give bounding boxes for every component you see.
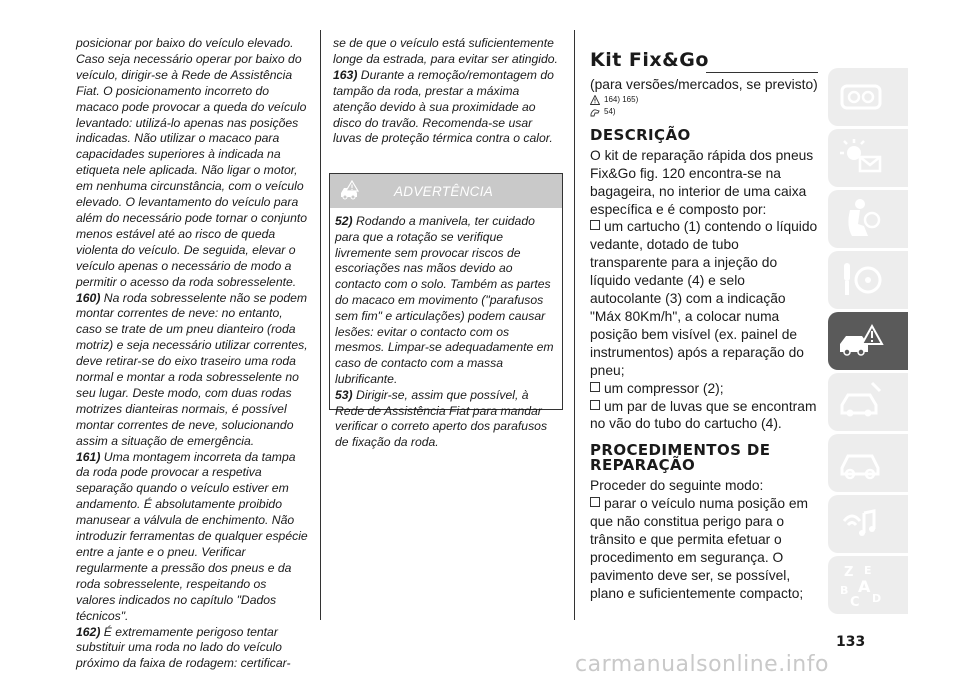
heading-description: DESCRIÇÃO <box>590 125 691 144</box>
paragraph: posicionar por baixo do veículo elevado. Caso seja necessário operar por baixo do veículo, dirigir-se à Rede de Assistência Fiat. O posicionamento incorreto do macaco pode provocar a queda do veículo levantado: utilizá-lo apenas nas posições indicadas. Não utilizar o macaco para capacidades superiores à indicada na etiqueta nele aplicada. Não ligar o motor, em nenhuma circunstância, com o veículo elevado. O levantamento do veículo para além do necessário pode tornar o conjunto menos estável até ao risco de queda violenta do veículo. De seguida, elevar o veículo apenas o necessário de modo a permitir o acesso da roda sobresselente. <box>76 36 308 289</box>
warning-car-icon <box>338 180 360 202</box>
reference-row <box>590 94 820 106</box>
text-column-2 <box>333 36 563 147</box>
heading-procedures: PROCEDIMENTOS DE REPARAÇÃO <box>590 441 771 475</box>
paragraph: se de que o veículo está suficientemente longe da estrada, para evitar ser atingido. <box>333 36 558 66</box>
seat-airbag-icon <box>838 196 884 242</box>
tab-lights-messages[interactable] <box>828 129 908 187</box>
text-column-3 <box>590 49 820 603</box>
note-number: 52) <box>335 214 353 228</box>
tab-index[interactable] <box>828 556 908 614</box>
bullet-text: um cartucho (1) contendo o líquido vedante, dotado de tubo transparente para a injeção do líquido vedante (4) e selo autocolante (3) com a indicação "Máx 80Km/h", a colocar numa posição bem visível (ex. painel de instrumentos) após a reparação do pneu; <box>590 219 818 378</box>
svg-text:E: E <box>864 564 872 577</box>
watermark: carmanualsonline.info <box>575 652 829 677</box>
note-text: Durante a remoção/remontagem do tampão da roda, prestar a máxima atenção devido à sua proximidade ao disco do travão. Recomenda-se usar luvas de proteção térmica contra o calor. <box>333 67 554 146</box>
tab-safety[interactable] <box>828 190 908 248</box>
emergency-car-icon <box>838 318 884 364</box>
tab-multimedia[interactable] <box>828 495 908 553</box>
bullet-text: um par de luvas que se encontram no vão do tubo do cartucho (4). <box>590 398 817 432</box>
bullet-item <box>590 495 820 602</box>
car-dashboard-icon <box>838 74 884 120</box>
bullet-item <box>590 380 820 398</box>
tab-technical-data[interactable] <box>828 434 908 492</box>
note-162 <box>76 625 308 673</box>
note-53 <box>335 388 559 451</box>
lights-message-icon <box>838 135 884 181</box>
svg-text:B: B <box>840 584 849 597</box>
car-outline-icon <box>838 440 884 486</box>
note-number: 53) <box>335 387 353 402</box>
warning-box <box>329 173 563 450</box>
tab-maintenance[interactable] <box>828 373 908 431</box>
svg-text:Z: Z <box>844 565 854 580</box>
paragraph: Proceder do seguinte modo: <box>590 478 764 494</box>
note-text: Uma montagem incorreta da tampa da roda pode provocar a respetiva separação quando o veículo estiver em andamento. É absolutamente proibido manusear a válvula de enchimento. Não introduzir ferramentas de qualquer espécie entre a jante e o pneu. Verificar regularmente a pressão dos pneus e da roda sobresselente, respeitando os valores indicados no capítulo "Dados técnicos". <box>76 449 308 623</box>
bullet-item <box>590 398 820 434</box>
note-161 <box>76 450 308 625</box>
svg-text:C: C <box>850 595 860 608</box>
key-steering-icon <box>838 257 884 303</box>
tab-dashboard[interactable] <box>828 68 908 126</box>
tab-starting-driving[interactable] <box>828 251 908 309</box>
bullet-text: um compressor (2); <box>604 380 724 396</box>
svg-text:A: A <box>858 577 871 596</box>
reference-row <box>590 106 820 118</box>
note-text: Na roda sobresselente não se podem montar correntes de neve: no entanto, caso se trate de um pneu dianteiro (roda motriz) e seja necessário utilizar correntes, deve retirar-se do eixo traseiro uma roda normal e montar a roda sobresselente no seu lugar. Deste modo, com duas rodas motrizes dianteiras normais, é possível montar correntes de neve, solucionando assim a situação de emergência. <box>76 290 308 448</box>
note-number: 163) <box>333 67 358 82</box>
note-text: Dirigir-se, assim que possível, à Rede de Assistência Fiat para mandar verificar o correto aperto dos parafusos de fixação da roda. <box>335 387 548 450</box>
bullet-icon <box>590 497 600 507</box>
note-160 <box>76 291 308 450</box>
page-number: 133 <box>836 634 866 650</box>
note-text: É extremamente perigoso tentar substituir uma roda no lado do veículo próximo da faixa de rodagem: certificar- <box>76 624 291 671</box>
warning-header <box>330 174 562 208</box>
warning-triangle-icon <box>590 95 600 105</box>
car-service-icon <box>838 379 884 425</box>
warning-title: ADVERTÊNCIA <box>394 184 494 199</box>
note-text: Rodando a manivela, ter cuidado para que a rotação se verifique livremente sem provocar riscos de escoriações nas mãos devido ao contacto com o solo. Também as partes do macaco em movimento ("parafusos sem fim" e articulações) podem causar lesões: evitar o contacto com os mesmos. Limpar-se adequadamente em caso de contacto com a massa lubrificante. <box>335 214 554 386</box>
index-icon <box>838 562 884 608</box>
svg-text:D: D <box>872 592 882 605</box>
caution-hand-icon <box>590 107 600 117</box>
multimedia-icon <box>838 501 884 547</box>
tab-emergency[interactable] <box>828 312 908 370</box>
text-column-1 <box>76 36 308 672</box>
bullet-icon <box>590 400 600 410</box>
reference-numbers: 54) <box>604 106 616 116</box>
bullet-item <box>590 218 820 379</box>
bullet-icon <box>590 382 600 392</box>
paragraph: O kit de reparação rápida dos pneus Fix&Go fig. 120 encontra-se na bagageira, no interior de uma caixa específica e é composto por: <box>590 147 814 217</box>
subtitle: (para versões/mercados, se previsto) <box>590 76 818 92</box>
column-divider <box>320 30 321 620</box>
note-163 <box>333 68 563 148</box>
column-divider <box>574 30 575 620</box>
note-number: 161) <box>76 449 101 464</box>
section-title: Kit Fix&Go <box>590 49 709 71</box>
warning-text <box>335 214 559 451</box>
note-number: 160) <box>76 290 101 305</box>
bullet-text: parar o veículo numa posição em que não constitua perigo para o trânsito e que permita efetuar o procedimento em segurança. O pavimento deve ser, se possível, plano e suficientemente compacto; <box>590 496 808 601</box>
note-number: 162) <box>76 624 101 639</box>
bullet-icon <box>590 220 600 230</box>
reference-numbers: 164) 165) <box>604 94 639 104</box>
note-52 <box>335 214 559 388</box>
